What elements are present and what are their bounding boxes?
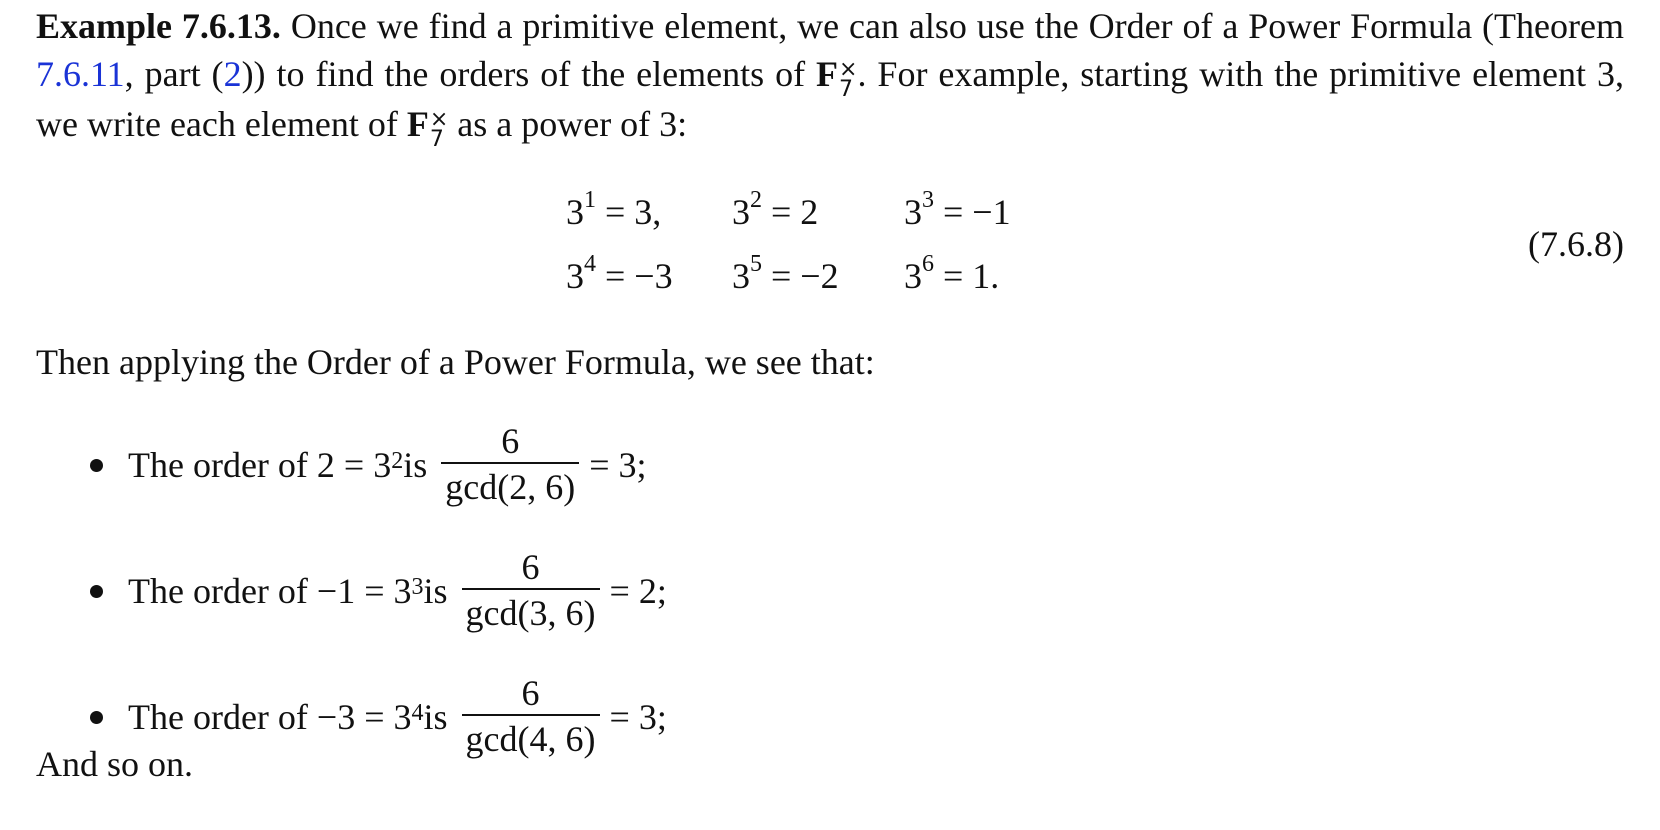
example-text-5: as a power of 3: bbox=[448, 104, 688, 144]
field-symbol: F bbox=[816, 54, 839, 94]
fraction-denominator: gcd(3, 6) bbox=[465, 593, 596, 633]
equation-cell bbox=[904, 180, 1064, 244]
power-base: 3 bbox=[732, 256, 750, 296]
field-sub: 7 bbox=[839, 77, 854, 102]
bullet-mid: is bbox=[423, 697, 448, 737]
fraction-numerator: 6 bbox=[521, 673, 540, 713]
power-base: 3 bbox=[732, 192, 750, 232]
display-equation bbox=[36, 180, 1624, 300]
example-text-3: )) to find the orders of the elements of bbox=[241, 54, 817, 94]
list-item: The order of 2 = 3 $^2$ is $\frac{6}{\gcd(2, 6)}$ = 3; bbox=[90, 402, 667, 528]
example-text-4: . For example, starting with the primitive element 3, we write each element of bbox=[36, 54, 1624, 144]
bullet-dot bbox=[90, 585, 103, 598]
power-base: 3 bbox=[904, 256, 922, 296]
fraction bbox=[462, 672, 600, 762]
bullet-result: = 3; bbox=[609, 697, 667, 737]
equation-cell bbox=[566, 180, 732, 244]
bullet-mid: is bbox=[403, 445, 428, 485]
equation-tag: (7.6.8) bbox=[1528, 224, 1624, 264]
fraction-denominator: gcd(4, 6) bbox=[465, 719, 596, 759]
field-sup: × bbox=[839, 57, 858, 82]
equation-cell bbox=[732, 180, 904, 244]
intro-line: Then applying the Order of a Power Formula, we see that: bbox=[36, 342, 875, 382]
power-exponent: 6 bbox=[922, 251, 934, 277]
power-exponent: 2 bbox=[750, 187, 762, 213]
power-exponent: 3 bbox=[922, 187, 934, 213]
power-base: 3 bbox=[566, 256, 584, 296]
power-value: = 2 bbox=[762, 192, 819, 232]
closing-line: And so on. bbox=[36, 744, 194, 784]
list-item: The order of −3 = 3 $^4$ is $\frac{6}{\gcd(4, 6)}$ = 3; bbox=[90, 654, 667, 780]
field-sub-2: 7 bbox=[429, 127, 444, 152]
page bbox=[36, 2, 1624, 784]
bullet-result: = 2; bbox=[609, 571, 667, 611]
equation-row bbox=[566, 180, 1064, 244]
equation-cell bbox=[732, 244, 904, 308]
field-supsub-2 bbox=[429, 107, 449, 152]
example-text-2: , part ( bbox=[124, 54, 224, 94]
power-exponent: 4 bbox=[584, 251, 596, 277]
field-sup-2: × bbox=[429, 107, 449, 132]
field-supsub bbox=[839, 57, 858, 102]
bullet-prefix: The order of 2 = 3 bbox=[128, 445, 392, 485]
power-value: = −3 bbox=[596, 256, 673, 296]
power-base: 3 bbox=[566, 192, 584, 232]
power-exponent: 1 bbox=[584, 187, 596, 213]
power-value: = 1. bbox=[934, 256, 1000, 296]
bullet-dot bbox=[90, 711, 103, 724]
bullet-dot bbox=[90, 459, 103, 472]
bullet-mid: is bbox=[423, 571, 448, 611]
fraction-numerator: 6 bbox=[521, 547, 540, 587]
equation-grid bbox=[566, 180, 1064, 308]
fraction-numerator: 6 bbox=[501, 421, 520, 461]
bullet-prefix: The order of −1 = 3 bbox=[128, 571, 412, 611]
theorem-link[interactable]: 7.6.11 bbox=[36, 54, 125, 94]
fraction bbox=[462, 546, 600, 636]
fraction-denominator: gcd(2, 6) bbox=[445, 467, 576, 507]
power-value: = −1 bbox=[934, 192, 1011, 232]
power-value: = 3, bbox=[596, 192, 662, 232]
equation-cell bbox=[904, 244, 1064, 308]
power-exponent: 5 bbox=[750, 251, 762, 277]
list-item: The order of −1 = 3 $^3$ is $\frac{6}{\gcd(3, 6)}$ = 2; bbox=[90, 528, 667, 654]
power-base: 3 bbox=[904, 192, 922, 232]
bullet-result: = 3; bbox=[589, 445, 647, 485]
equation-table bbox=[566, 180, 1064, 308]
example-label: Example 7.6.13. bbox=[36, 6, 281, 46]
example-paragraph bbox=[36, 2, 1624, 150]
example-text-1: Once we find a primitive element, we can also use the Order of a Power Formula (Theorem bbox=[280, 6, 1624, 46]
equation-row bbox=[566, 244, 1064, 308]
bullet-list bbox=[90, 402, 667, 780]
equation-cell bbox=[566, 244, 732, 308]
bullet-prefix: The order of −3 = 3 bbox=[128, 697, 412, 737]
fraction bbox=[441, 420, 579, 510]
part-link[interactable]: 2 bbox=[223, 54, 242, 94]
field-symbol-2: F bbox=[406, 104, 429, 144]
power-value: = −2 bbox=[762, 256, 839, 296]
